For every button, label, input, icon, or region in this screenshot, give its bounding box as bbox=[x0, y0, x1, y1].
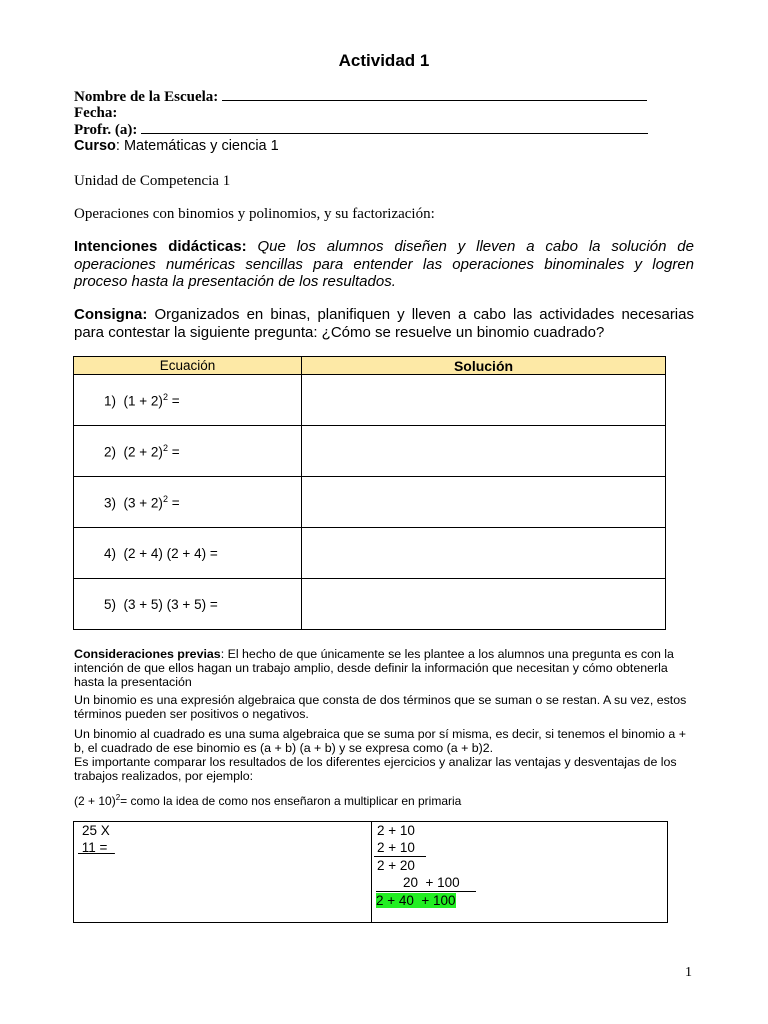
school-name-line bbox=[74, 88, 647, 105]
binomial-line-4: 20 + 100 bbox=[403, 875, 460, 890]
competency-unit: Unidad de Competencia 1 bbox=[74, 173, 231, 189]
considerations-paragraph bbox=[74, 647, 696, 689]
binomial-squared-definition: Un binomio al cuadrado es una suma algebraica que se suma por sí misma, es decir, si tenemos el binomio a + b, el cuadrado de ese binomio es (a + b) (a + b) y se expresa como (a + b)2. bbox=[74, 727, 686, 755]
solution-cell[interactable] bbox=[302, 375, 666, 426]
binomial-multiplication-cell bbox=[372, 822, 668, 923]
equation-header: Ecuación bbox=[74, 357, 302, 375]
equation-cell: 2) $(2 + 2)^2$ = bbox=[74, 426, 302, 477]
teacher-blank[interactable] bbox=[141, 121, 648, 134]
consigna bbox=[74, 306, 694, 341]
table-row bbox=[74, 426, 666, 477]
considerations-label: Consideraciones previas bbox=[74, 647, 221, 661]
solution-header: Solución bbox=[302, 357, 666, 375]
equation-cell: 5) (3 + 5) (3 + 5) = bbox=[74, 579, 302, 630]
example-table bbox=[73, 821, 668, 923]
binomial-line-1: 2 + 10 bbox=[377, 823, 415, 838]
solution-cell[interactable] bbox=[302, 528, 666, 579]
table-row bbox=[74, 477, 666, 528]
solution-cell[interactable] bbox=[302, 477, 666, 528]
page-title: Actividad 1 bbox=[338, 51, 430, 70]
topic-line: Operaciones con binomios y polinomios, y su factorización: bbox=[74, 206, 435, 222]
table-row bbox=[74, 579, 666, 630]
course-value: : Matemáticas y ciencia 1 bbox=[115, 138, 279, 154]
teacher-line bbox=[74, 121, 648, 138]
date-label: Fecha: bbox=[74, 105, 118, 121]
solution-cell[interactable] bbox=[302, 579, 666, 630]
comparison-note: Es importante comparar los resultados de los diferentes ejercicios y analizar las ventajas y desventajas de los trabajos realizados, por ejemplo: bbox=[74, 755, 677, 783]
table-row bbox=[74, 375, 666, 426]
date-line bbox=[74, 105, 117, 121]
school-name-blank[interactable] bbox=[222, 88, 647, 101]
binomial-result-line bbox=[376, 891, 476, 909]
multiplication-cell bbox=[74, 822, 372, 923]
equation-cell: 4) (2 + 4) (2 + 4) = bbox=[74, 528, 302, 579]
consigna-label: Consigna: bbox=[74, 306, 148, 323]
intentions-text: Que los alumnos diseñen y lleven a cabo la solución de operaciones numéricas sencillas para entender las operaciones binominales y logren proceso hasta la presentación de los resultados. bbox=[74, 238, 694, 290]
example-line: $(2 + 10)^2=$ como la idea de como nos enseñaron a multiplicar en primaria bbox=[74, 793, 462, 808]
teacher-label: Profr. (a): bbox=[74, 122, 138, 138]
page-number: 1 bbox=[685, 965, 692, 980]
course-label: Curso bbox=[74, 138, 116, 154]
equation-table bbox=[73, 356, 666, 630]
considerations-text: : El hecho de que únicamente se les plantee a los alumnos una pregunta es con la intención de que ellos hagan un trabajo amplio, desde definir la información que necesitan y cómo obtenerla hasta la presentación bbox=[74, 647, 674, 689]
solution-cell[interactable] bbox=[302, 426, 666, 477]
school-name-label: Nombre de la Escuela: bbox=[74, 89, 219, 105]
binomial-line-2: 2 + 10 bbox=[377, 840, 415, 855]
binomial-line-3: 2 + 20 bbox=[374, 856, 426, 874]
multiplication-line-2: 11 = bbox=[78, 840, 115, 855]
binomial-definition: Un binomio es una expresión algebraica que consta de dos términos que se suman o se restan. A su vez, estos términos pueden ser positivos o negativos. bbox=[74, 693, 687, 721]
didactic-intentions bbox=[74, 238, 694, 291]
consigna-text: Organizados en binas, planifiquen y lleven a cabo las actividades necesarias para contestar la siguiente pregunta: ¿Cómo se resuelve un binomio cuadrado? bbox=[74, 306, 694, 341]
course-line bbox=[74, 138, 279, 154]
equation-cell: 1) $(1 + 2)^2$ = bbox=[74, 375, 302, 426]
table-row bbox=[74, 528, 666, 579]
multiplication-line-1: 25 X bbox=[82, 823, 110, 838]
equation-cell: 3) $(3 + 2)^2$ = bbox=[74, 477, 302, 528]
intentions-label: Intenciones didácticas: bbox=[74, 238, 247, 255]
highlighted-result: 2 + 40 + 100 bbox=[376, 893, 456, 908]
